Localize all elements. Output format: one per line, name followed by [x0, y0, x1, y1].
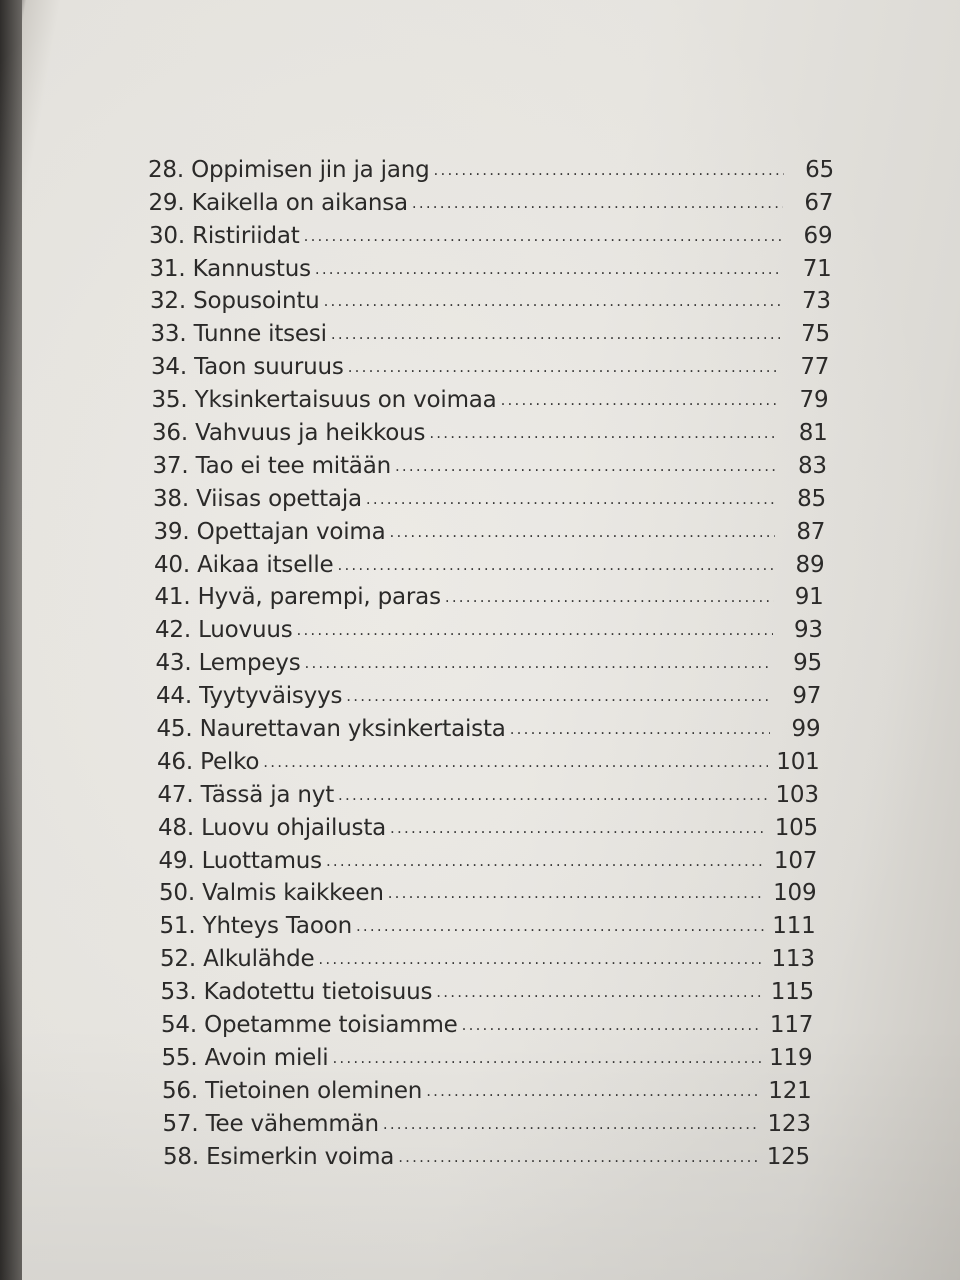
- dot-leader: [436, 983, 762, 1001]
- toc-entry-title: 28. Oppimisen jin ja jang: [148, 156, 430, 183]
- dot-leader: [305, 654, 773, 672]
- dot-leader: [304, 227, 783, 245]
- dot-leader: [395, 457, 777, 475]
- toc-entry: [0, 150, 960, 183]
- dot-leader: [318, 950, 763, 968]
- dot-leader: [510, 720, 771, 738]
- dot-leader: [390, 819, 767, 837]
- dot-leader: [412, 194, 783, 212]
- toc-entry-page: 81: [798, 420, 828, 447]
- toc-entry-title: 57. Tee vähemmän: [162, 1110, 379, 1137]
- toc-entry-page: 91: [794, 584, 824, 611]
- toc-entry: [0, 314, 960, 347]
- dot-leader: [315, 260, 782, 278]
- toc-entry-page: 75: [801, 321, 830, 348]
- toc-entry: [0, 578, 960, 611]
- toc-entry-page: 71: [802, 255, 832, 282]
- toc-entry: [0, 972, 960, 1005]
- toc-entry-title: 53. Kadotettu tietoisuus: [160, 979, 433, 1006]
- toc-entry: [0, 742, 960, 775]
- toc-entry-page: 123: [767, 1110, 811, 1137]
- toc-entry-title: 29. Kaikella on aikansa: [148, 189, 408, 216]
- toc-entry-title: 55. Avoin mieli: [161, 1044, 329, 1071]
- toc-entry: [0, 380, 960, 413]
- dot-leader: [332, 1049, 761, 1067]
- toc-entry: [0, 216, 960, 249]
- dot-leader: [356, 917, 764, 935]
- toc-entry-title: 48. Luovu ohjailusta: [158, 814, 387, 841]
- toc-entry-page: 97: [792, 683, 822, 710]
- toc-entry-title: 58. Esimerkin voima: [163, 1143, 395, 1170]
- toc-entry: [0, 1038, 960, 1071]
- toc-entry: [0, 1104, 960, 1137]
- toc-entry: [0, 709, 960, 742]
- toc-entry: [0, 413, 960, 446]
- dot-leader: [388, 884, 765, 902]
- toc-entry: [0, 512, 960, 545]
- toc-entry-page: 95: [793, 650, 822, 677]
- toc-entry-page: 115: [770, 979, 814, 1006]
- toc-entry: [0, 643, 960, 676]
- dot-leader: [366, 490, 776, 508]
- toc-entry-title: 40. Aikaa itselle: [154, 551, 334, 578]
- dot-leader: [326, 852, 766, 870]
- toc-entry: [0, 1071, 960, 1104]
- toc-entry-title: 30. Ristiriidat: [149, 222, 300, 249]
- toc-entry: [0, 446, 960, 479]
- toc-entry: [0, 808, 960, 841]
- dot-leader: [324, 292, 781, 310]
- toc-entry-title: 31. Kannustus: [149, 255, 311, 282]
- toc-entry-title: 33. Tunne itsesi: [150, 321, 327, 348]
- dot-leader: [383, 1115, 760, 1133]
- dot-leader: [426, 1082, 760, 1100]
- dot-leader: [338, 556, 775, 574]
- dot-leader: [297, 621, 773, 639]
- dot-leader: [429, 424, 777, 442]
- toc-entry: [0, 183, 960, 216]
- toc-entry-page: 89: [795, 551, 825, 578]
- toc-entry: [0, 676, 960, 709]
- toc-entry-page: 73: [801, 288, 831, 315]
- toc-entry: [0, 249, 960, 282]
- toc-entry-page: 107: [773, 847, 818, 874]
- toc-entry-page: 117: [769, 1012, 814, 1039]
- toc-entry: [0, 775, 960, 808]
- dot-leader: [445, 588, 774, 606]
- toc-entry-page: 79: [799, 387, 829, 414]
- toc-entry-title: 49. Luottamus: [158, 847, 322, 874]
- toc-entry-title: 38. Viisas opettaja: [153, 485, 362, 512]
- table-of-contents: [0, 150, 960, 1170]
- toc-entry-page: 77: [800, 354, 830, 381]
- dot-leader: [331, 325, 780, 343]
- dot-leader: [434, 161, 784, 179]
- toc-entry: [0, 1005, 960, 1038]
- toc-entry-title: 56. Tietoinen oleminen: [162, 1077, 423, 1104]
- toc-entry-title: 54. Opetamme toisiamme: [161, 1012, 458, 1039]
- dot-leader: [348, 358, 779, 376]
- toc-entry-page: 87: [796, 518, 826, 545]
- toc-entry-title: 36. Vahvuus ja heikkous: [152, 420, 426, 447]
- toc-entry: [0, 479, 960, 512]
- toc-entry-page: 83: [797, 452, 827, 479]
- dot-leader: [462, 1016, 762, 1034]
- dot-leader: [346, 687, 771, 705]
- toc-entry-title: 37. Tao ei tee mitään: [152, 452, 391, 479]
- toc-entry-title: 45. Naurettavan yksinkertaista: [156, 716, 506, 743]
- dot-leader: [501, 391, 779, 409]
- dot-leader: [338, 786, 767, 804]
- toc-entry-page: 99: [791, 716, 821, 743]
- toc-entry-page: 103: [775, 781, 819, 808]
- toc-entry-title: 50. Valmis kaikkeen: [159, 880, 384, 907]
- toc-entry-title: 44. Tyytyväisyys: [156, 683, 343, 710]
- toc-entry-page: 67: [804, 189, 834, 216]
- toc-entry-page: 111: [772, 913, 816, 940]
- toc-entry-page: 121: [768, 1077, 812, 1104]
- toc-entry-title: 46. Pelko: [157, 748, 260, 775]
- toc-entry-page: 101: [776, 748, 820, 775]
- dot-leader: [263, 753, 768, 771]
- toc-entry-page: 85: [797, 485, 826, 512]
- toc-entry-title: 39. Opettajan voima: [153, 518, 386, 545]
- toc-entry-page: 93: [793, 617, 823, 644]
- toc-entry-title: 51. Yhteys Taoon: [159, 913, 352, 940]
- toc-entry: [0, 906, 960, 939]
- toc-entry-page: 113: [771, 946, 815, 973]
- toc-entry-page: 119: [769, 1044, 813, 1071]
- toc-entry-title: 52. Alkulähde: [160, 946, 315, 973]
- toc-entry-title: 43. Lempeys: [155, 650, 301, 677]
- toc-entry: [0, 545, 960, 578]
- toc-entry-title: 47. Tässä ja nyt: [157, 781, 335, 808]
- toc-entry: [0, 347, 960, 380]
- toc-entry-title: 42. Luovuus: [155, 617, 293, 644]
- toc-entry-page: 65: [805, 156, 834, 183]
- toc-entry: [0, 874, 960, 907]
- toc-entry-title: 41. Hyvä, parempi, paras: [154, 584, 441, 611]
- toc-entry-page: 125: [766, 1143, 810, 1170]
- toc-entry: [0, 1137, 960, 1170]
- dot-leader: [390, 523, 776, 541]
- toc-entry-title: 32. Sopusointu: [150, 288, 320, 315]
- toc-entry-title: 35. Yksinkertaisuus on voimaa: [151, 387, 497, 414]
- toc-entry: [0, 282, 960, 315]
- toc-entry-page: 109: [773, 880, 817, 907]
- toc-entry-page: 105: [774, 814, 818, 841]
- toc-entry: [0, 841, 960, 874]
- toc-entry-title: 34. Taon suuruus: [151, 354, 344, 381]
- dot-leader: [398, 1148, 759, 1166]
- toc-entry: [0, 610, 960, 643]
- toc-entry: [0, 939, 960, 972]
- toc-entry-page: 69: [803, 222, 833, 249]
